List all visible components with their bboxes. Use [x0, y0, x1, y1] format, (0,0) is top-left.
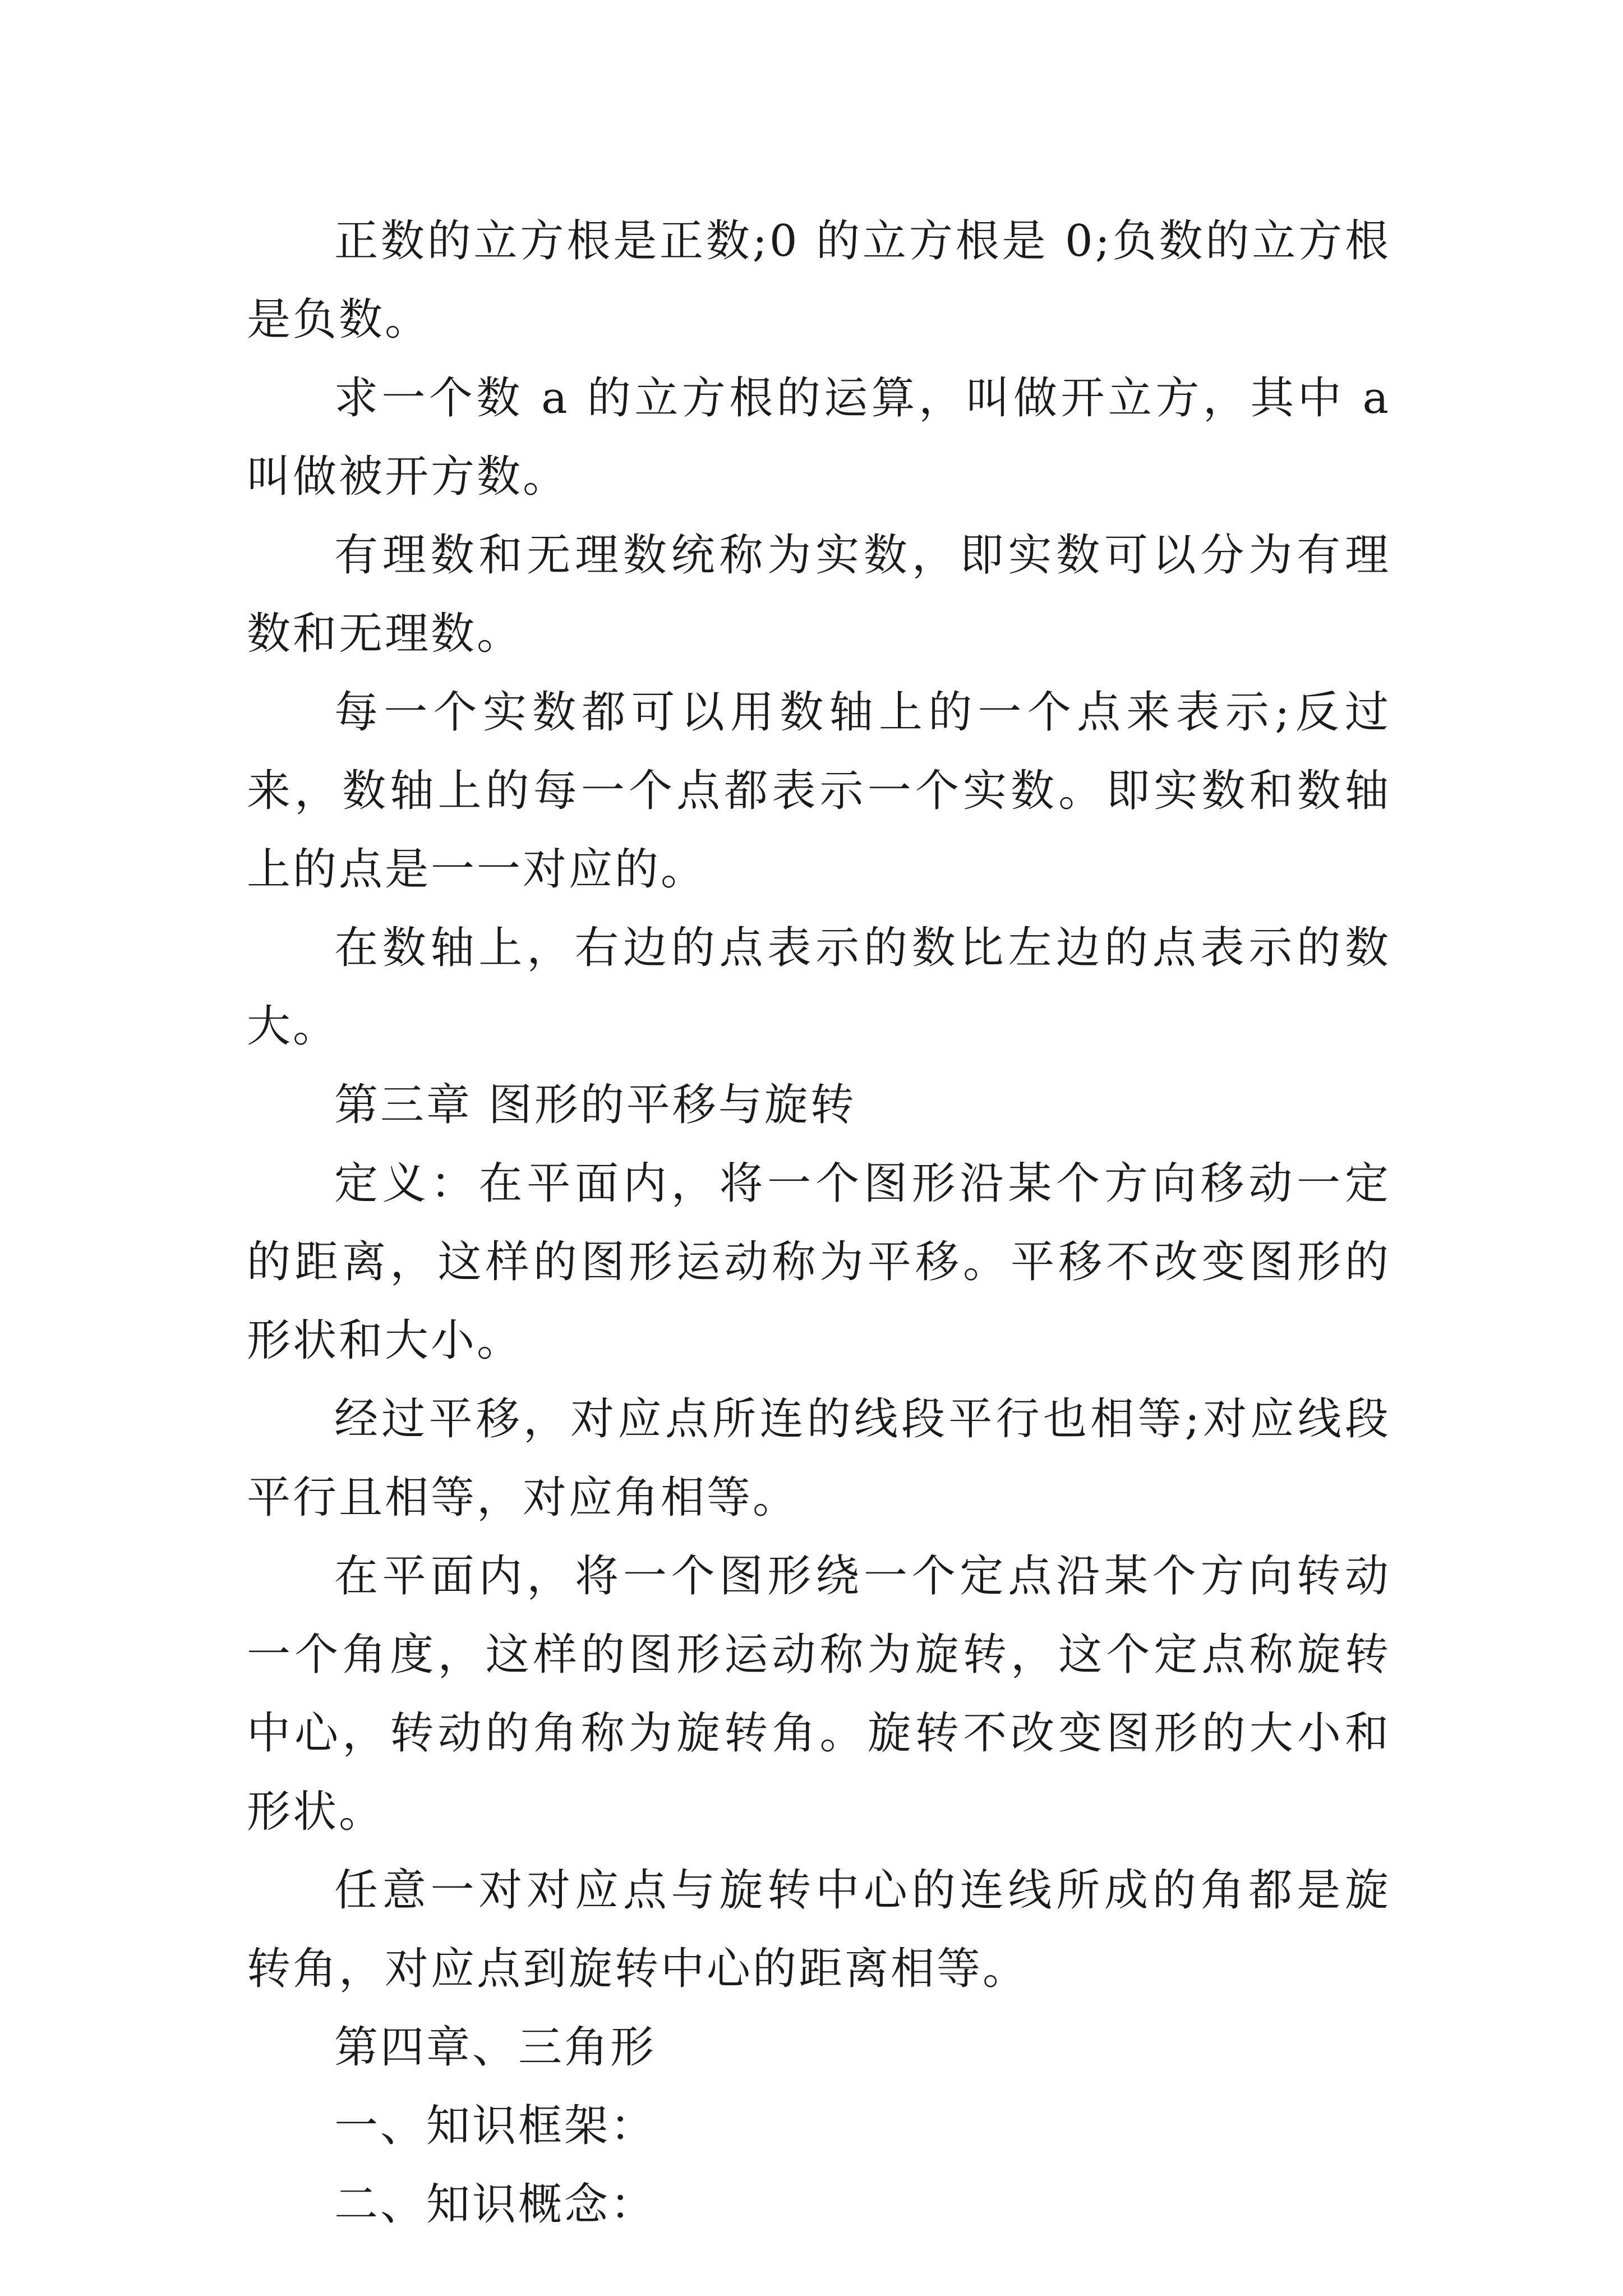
document-body	[247, 202, 1391, 2244]
chapter-4-heading: 第四章、三角形	[334, 2022, 657, 2073]
paragraph-rotation-definition: 在平面内，将一个图形绕一个定点沿某个方向转动一个角度，这样的图形运动称为旋转，这个定点称旋转中心，转动的角称为旋转角。旋转不改变图形的大小和形状。	[247, 1551, 1391, 1837]
paragraph-number-line-order: 在数轴上，右边的点表示的数比左边的点表示的数大。	[247, 923, 1391, 1052]
paragraph-translation-definition: 定义：在平面内，将一个图形沿某个方向移动一定的距离，这样的图形运动称为平移。平移不改变图形的形状和大小。	[247, 1158, 1391, 1366]
paragraph-cube-root-sign: 正数的立方根是正数;0 的立方根是 0;负数的立方根是负数。	[247, 216, 1391, 345]
paragraph-real-numbers: 有理数和无理数统称为实数，即实数可以分为有理数和无理数。	[247, 530, 1391, 659]
section-knowledge-framework: 一、知识框架：	[334, 2101, 657, 2151]
paragraph-translation-properties: 经过平移，对应点所连的线段平行也相等;对应线段平行且相等，对应角相等。	[247, 1394, 1391, 1523]
chapter-3-heading: 第三章 图形的平移与旋转	[334, 1080, 856, 1130]
paragraph-number-line-correspondence: 每一个实数都可以用数轴上的一个点来表示;反过来，数轴上的每一个点都表示一个实数。即实数和数轴上的点是一一对应的。	[247, 687, 1391, 895]
section-knowledge-concepts: 二、知识概念：	[334, 2179, 657, 2230]
paragraph-rotation-properties: 任意一对对应点与旋转中心的连线所成的角都是旋转角，对应点到旋转中心的距离相等。	[247, 1865, 1391, 1994]
paragraph-cube-root-operation: 求一个数 a 的立方根的运算，叫做开立方，其中 a 叫做被开方数。	[247, 373, 1391, 502]
